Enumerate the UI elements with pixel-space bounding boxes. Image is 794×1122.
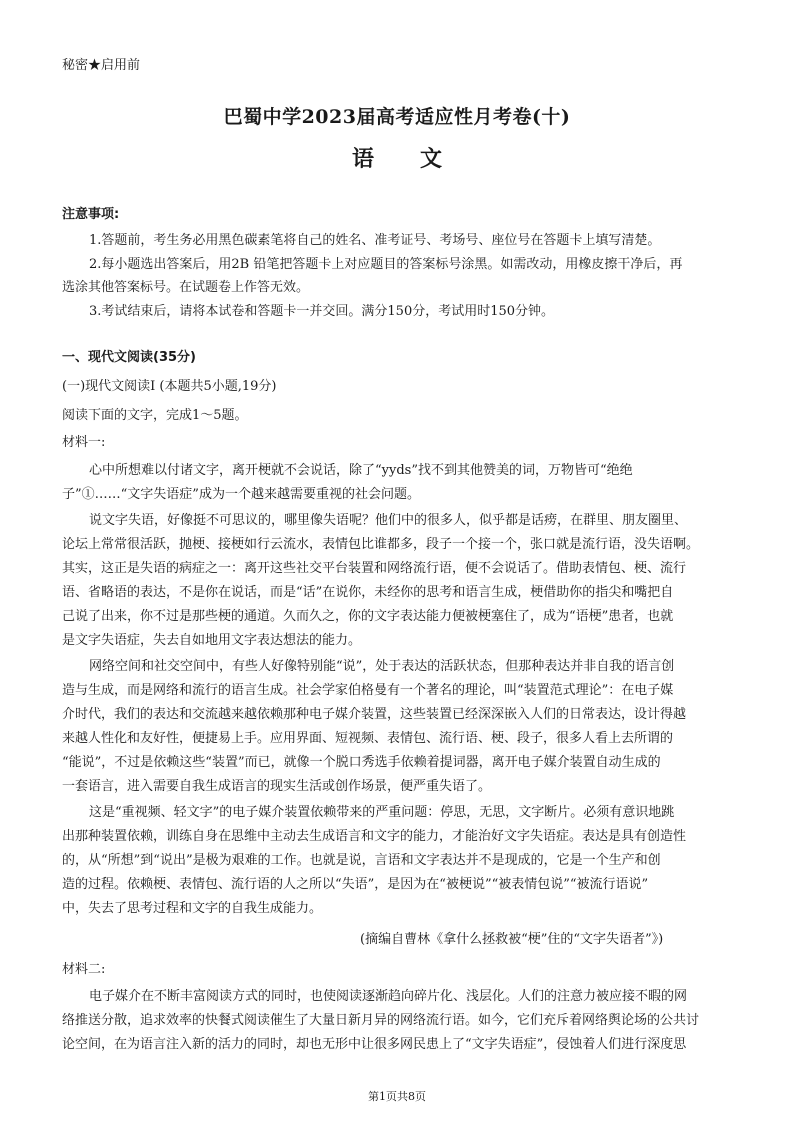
material-1-label: 材料一:	[62, 435, 106, 450]
paragraph-line: 造的过程。依赖梗、表情包、流行语的人之所以“失语”，是因为在“被梗说”“被表情包说”“被流行语说”	[62, 877, 649, 892]
notice-item-2b: 选涂其他答案标号。在试题卷上作答无效。	[62, 280, 310, 295]
paragraph-line: 中，失去了思考过程和文字的自我生成能力。	[62, 901, 323, 916]
material-2-label: 材料二:	[62, 962, 106, 977]
paragraph-line: 语、省略语的表达，不是你在说话，而是“话”在说你，未经你的思考和语言生成，梗借助你的指尖和嘴把自	[62, 585, 674, 600]
instruction: 阅读下面的文字，完成1～5题。	[62, 408, 248, 423]
subject-title	[0, 142, 794, 173]
paragraph-line: 的，从“所想”到“说出”是极为艰难的工作。也就是说，言语和文字表达并不是现成的，它是一个生产和创	[62, 853, 661, 868]
paragraph-line: 网络空间和社交空间中，有些人好像特别能“说”，处于表达的活跃状态，但那种表达并非自我的语言创	[89, 659, 675, 674]
subject-char-a: 语	[351, 146, 374, 172]
paragraph-line: 出那种装置依赖，训练自身在思维中主动去生成语言和文字的能力，才能治好文字失语症。表达是具有创造性	[62, 829, 687, 844]
secret-label: 秘密★启用前	[62, 58, 141, 73]
paragraph-line: 络推送分散，追求效率的快餐式阅读催生了大量日新月异的网络流行语。如今，它们充斥着网络舆论场的公共讨	[62, 1013, 700, 1028]
page-number: 第1页共8页	[368, 1090, 426, 1103]
paragraph-line: 论坛上常常很活跃，抛梗、接梗如行云流水，表情包比谁都多，段子一个接一个，张口就是流行语，没失语啊。	[62, 537, 700, 552]
paragraph-line: 介时代，我们的表达和交流越来越依赖那种电子媒介装置，这些装置已经深深嵌入人们的日常表达，设计得越	[62, 707, 687, 722]
notice-heading: 注意事项:	[62, 207, 120, 222]
paragraph-line: 心中所想难以付诸文字，离开梗就不会说话，除了“yyds”找不到其他赞美的词，万物皆可“绝绝	[89, 463, 633, 478]
source-citation: (摘编自曹林《拿什么拯救被“梗”住的“文字失语者”》)	[360, 932, 664, 947]
paragraph-line: 子”①……“文字失语症”成为一个越来越需要重视的社会问题。	[62, 487, 420, 502]
notice-item-1: 1.答题前，考生务必用黑色碳素笔将自己的姓名、准考证号、考场号、座位号在答题卡上填写清楚。	[89, 233, 661, 248]
paragraph-line: 这是“重视频、轻文字”的电子媒介装置依赖带来的严重问题：停思，无思，文字断片。必须有意识地跳	[89, 805, 675, 820]
exam-title: 巴蜀中学2023届高考适应性月考卷(十)	[223, 106, 571, 128]
notice-item-3: 3.考试结束后，请将本试卷和答题卡一并交回。满分150分，考试用时150分钟。	[89, 304, 555, 319]
paragraph-line: 其实，这正是失语的病症之一：离开这些社交平台装置和网络流行语，便不会说话了。借助表情包、梗、流行	[62, 561, 687, 576]
paragraph-line: “能说”，不过是依赖这些“装置”而已，就像一个脱口秀选手依赖着提词器，离开电子媒介装置自动生成的	[62, 755, 661, 770]
paragraph-line: 电子媒介在不断丰富阅读方式的同时，也使阅读逐渐趋向碎片化、浅层化。人们的注意力被应接不暇的网	[89, 989, 688, 1004]
paragraph-line: 说文字失语，好像挺不可思议的，哪里像失语呢？他们中的很多人，似乎都是话痨，在群里、朋友圈里、	[89, 513, 688, 528]
paragraph-line: 来越人性化和友好性，便捷易上手。应用界面、短视频、表情包、流行语、梗、段子，很多人看上去所谓的	[62, 731, 674, 746]
paragraph-line: 是文字失语症，失去自如地用文字表达想法的能力。	[62, 633, 362, 648]
paragraph-line: 己说了出来，你不过是那些梗的通道。久而久之，你的文字表达能力便被梗塞住了，成为“语梗”患者，也就	[62, 609, 674, 624]
paragraph-line: 一套语言，进入需要自我生成语言的现实生活或创作场景，便严重失语了。	[62, 779, 492, 794]
paragraph-line: 造与生成，而是网络和流行的语言生成。社会学家伯格曼有一个著名的理论，叫“装置范式理论”：在电子媒	[62, 683, 674, 698]
subsection-heading: (一)现代文阅读Ⅰ (本题共5小题,19分)	[62, 379, 277, 394]
subject-char-b: 文	[420, 146, 443, 172]
notice-item-2a: 2.每小题选出答案后，用2B 铅笔把答题卡上对应题目的答案标号涂黑。如需改动，用橡皮擦干净后，再	[89, 257, 683, 272]
section-heading: 一、现代文阅读(35分)	[62, 350, 196, 365]
paragraph-line: 论空间，在为语言注入新的活力的同时，却也无形中让很多网民患上了“文字失语症”，侵蚀着人们进行深度思	[62, 1037, 687, 1052]
